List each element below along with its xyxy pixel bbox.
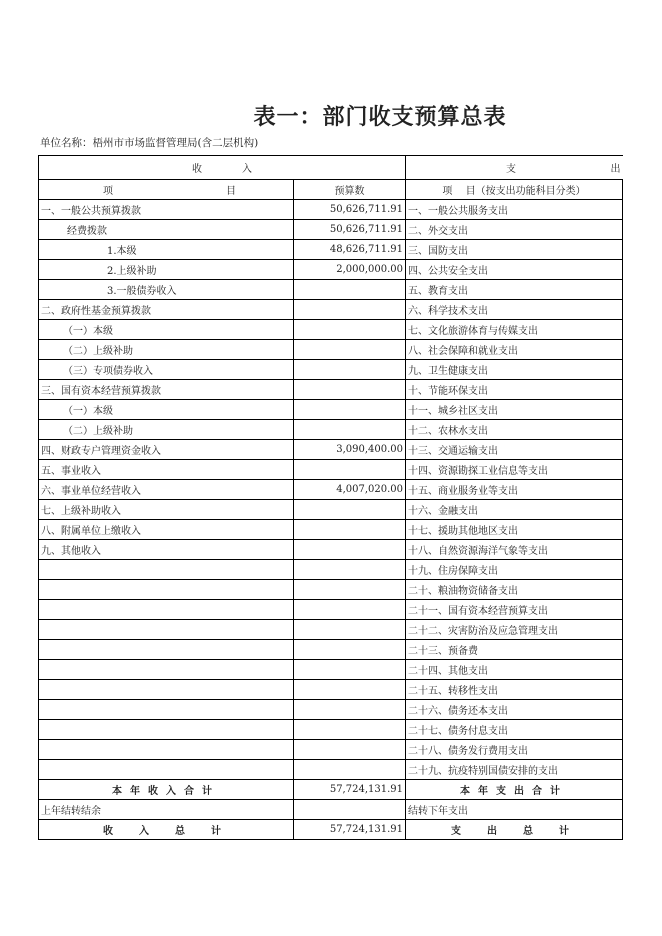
table-row <box>39 660 623 680</box>
expense-item: 十四、资源勘探工业信息等支出 <box>406 460 623 480</box>
expense-item: 五、教育支出 <box>406 280 623 300</box>
income-item: （一）本级 <box>39 400 294 420</box>
income-item <box>39 660 294 680</box>
expense-item: 十一、城乡社区支出 <box>406 400 623 420</box>
table-row <box>39 440 623 460</box>
income-item: 一、一般公共预算拨款 <box>39 200 294 220</box>
item-header-left: 项 <box>103 186 113 197</box>
income-value <box>294 540 406 560</box>
income-value <box>294 400 406 420</box>
income-header: 收 入 <box>39 156 406 180</box>
income-total: 57,724,131.91 <box>294 780 406 800</box>
table-row <box>39 680 623 700</box>
table-row <box>39 820 623 840</box>
income-item <box>39 620 294 640</box>
carry-in-label: 上年结转结余 <box>39 800 294 820</box>
income-item <box>39 580 294 600</box>
expense-item: 八、社会保障和就业支出 <box>406 340 623 360</box>
income-value <box>294 420 406 440</box>
income-value: 2,000,000.00 <box>294 260 406 280</box>
income-item: 九、其他收入 <box>39 540 294 560</box>
table-row <box>39 540 623 560</box>
table-row <box>39 200 623 220</box>
income-value <box>294 360 406 380</box>
table-row <box>39 740 623 760</box>
expense-item: 二、外交支出 <box>406 220 623 240</box>
income-value <box>294 320 406 340</box>
table-row <box>39 360 623 380</box>
budget-header: 预算数 <box>294 180 406 200</box>
income-value <box>294 380 406 400</box>
income-value <box>294 460 406 480</box>
expense-item: 十、节能环保支出 <box>406 380 623 400</box>
table-row <box>39 500 623 520</box>
expense-item: 十三、交通运输支出 <box>406 440 623 460</box>
table-row <box>39 320 623 340</box>
income-value <box>294 500 406 520</box>
income-item <box>39 640 294 660</box>
income-value: 50,626,711.91 <box>294 200 406 220</box>
expense-item: 二十一、国有资本经营预算支出 <box>406 600 623 620</box>
table-row <box>39 380 623 400</box>
income-value: 48,626,711.91 <box>294 240 406 260</box>
expense-item: 二十六、债务还本支出 <box>406 700 623 720</box>
expense-item: 二十四、其他支出 <box>406 660 623 680</box>
table-row <box>39 340 623 360</box>
expense-item: 十七、援助其他地区支出 <box>406 520 623 540</box>
table-row <box>39 620 623 640</box>
income-value <box>294 740 406 760</box>
income-value <box>294 340 406 360</box>
expense-item: 二十九、抗疫特别国债安排的支出 <box>406 760 623 780</box>
expense-item: 十八、自然资源海洋气象等支出 <box>406 540 623 560</box>
income-item <box>39 700 294 720</box>
expense-item: 十六、金融支出 <box>406 500 623 520</box>
table-row <box>39 640 623 660</box>
table-row <box>39 240 623 260</box>
grand-income: 57,724,131.91 <box>294 820 406 840</box>
table-row <box>39 720 623 740</box>
income-value <box>294 640 406 660</box>
expense-total-label: 本年支出合计 <box>406 780 623 800</box>
expense-header-right: 出 <box>610 164 621 175</box>
expense-item: 一、一般公共服务支出 <box>406 200 623 220</box>
table-row <box>39 260 623 280</box>
income-item: （二）上级补助 <box>39 420 294 440</box>
page-title: 表一：部门收支预算总表 <box>253 105 507 130</box>
table-row <box>39 580 623 600</box>
income-value <box>294 720 406 740</box>
grand-expense-label: 支 出 总 计 <box>406 820 623 840</box>
expense-item: 六、科学技术支出 <box>406 300 623 320</box>
expense-item: 九、卫生健康支出 <box>406 360 623 380</box>
income-item: 三、国有资本经营预算拨款 <box>39 380 294 400</box>
income-item: 二、政府性基金预算拨款 <box>39 300 294 320</box>
table-row <box>39 400 623 420</box>
expense-item: 十二、农林水支出 <box>406 420 623 440</box>
expense-header-left: 支 <box>506 164 516 175</box>
expense-item: 二十八、债务发行费用支出 <box>406 740 623 760</box>
expense-item: 十九、住房保障支出 <box>406 560 623 580</box>
table-row <box>39 220 623 240</box>
table-row <box>39 780 623 800</box>
income-value <box>294 580 406 600</box>
expense-item: 十五、商业服务业等支出 <box>406 480 623 500</box>
table-row <box>39 520 623 540</box>
income-value <box>294 560 406 580</box>
unit-name: 单位名称：梧州市市场监督管理局(含二层机构) <box>40 137 259 149</box>
carry-out-label: 结转下年支出 <box>406 800 623 820</box>
expense-item: 二十五、转移性支出 <box>406 680 623 700</box>
income-item: 七、上级补助收入 <box>39 500 294 520</box>
income-item <box>39 740 294 760</box>
income-value <box>294 760 406 780</box>
income-value <box>294 700 406 720</box>
income-item: 六、事业单位经营收入 <box>39 480 294 500</box>
expense-item: 三、国防支出 <box>406 240 623 260</box>
income-item: （一）本级 <box>39 320 294 340</box>
expense-header <box>406 156 623 180</box>
expense-item: 二十、粮油物资储备支出 <box>406 580 623 600</box>
table-row <box>39 560 623 580</box>
income-item <box>39 600 294 620</box>
income-value <box>294 280 406 300</box>
income-item: 经费拨款 <box>39 220 294 240</box>
income-item <box>39 680 294 700</box>
income-value <box>294 680 406 700</box>
income-item: 3.一般债券收入 <box>39 280 294 300</box>
expense-item: 七、文化旅游体育与传媒支出 <box>406 320 623 340</box>
income-item: （二）上级补助 <box>39 340 294 360</box>
income-item: 八、附属单位上缴收入 <box>39 520 294 540</box>
income-value <box>294 300 406 320</box>
carry-in-value <box>294 800 406 820</box>
grand-income-label: 收 入 总 计 <box>39 820 294 840</box>
income-item: 五、事业收入 <box>39 460 294 480</box>
income-item <box>39 560 294 580</box>
income-item <box>39 720 294 740</box>
table-row <box>39 480 623 500</box>
item-header <box>39 180 294 200</box>
income-value: 3,090,400.00 <box>294 440 406 460</box>
table-row <box>39 280 623 300</box>
income-item: 四、财政专户管理资金收入 <box>39 440 294 460</box>
income-item: 2.上级补助 <box>39 260 294 280</box>
table-row <box>39 460 623 480</box>
income-value <box>294 620 406 640</box>
income-item: （三）专项债券收入 <box>39 360 294 380</box>
item-header-right: 目 <box>226 186 236 197</box>
table-row <box>39 420 623 440</box>
income-value <box>294 660 406 680</box>
table-row <box>39 300 623 320</box>
income-total-label: 本年收入合计 <box>39 780 294 800</box>
expense-item: 四、公共安全支出 <box>406 260 623 280</box>
income-value: 4,007,020.00 <box>294 480 406 500</box>
budget-table <box>38 155 623 840</box>
income-value <box>294 520 406 540</box>
table-row <box>39 700 623 720</box>
income-value <box>294 600 406 620</box>
expense-item: 二十二、灾害防治及应急管理支出 <box>406 620 623 640</box>
table-row <box>39 800 623 820</box>
expense-item: 二十三、预备费 <box>406 640 623 660</box>
expense-item: 二十七、债务付息支出 <box>406 720 623 740</box>
expense-item-header: 项 目（按支出功能科目分类） <box>406 180 623 200</box>
income-item <box>39 760 294 780</box>
table-row <box>39 760 623 780</box>
income-item: 1.本级 <box>39 240 294 260</box>
income-value: 50,626,711.91 <box>294 220 406 240</box>
table-row <box>39 600 623 620</box>
